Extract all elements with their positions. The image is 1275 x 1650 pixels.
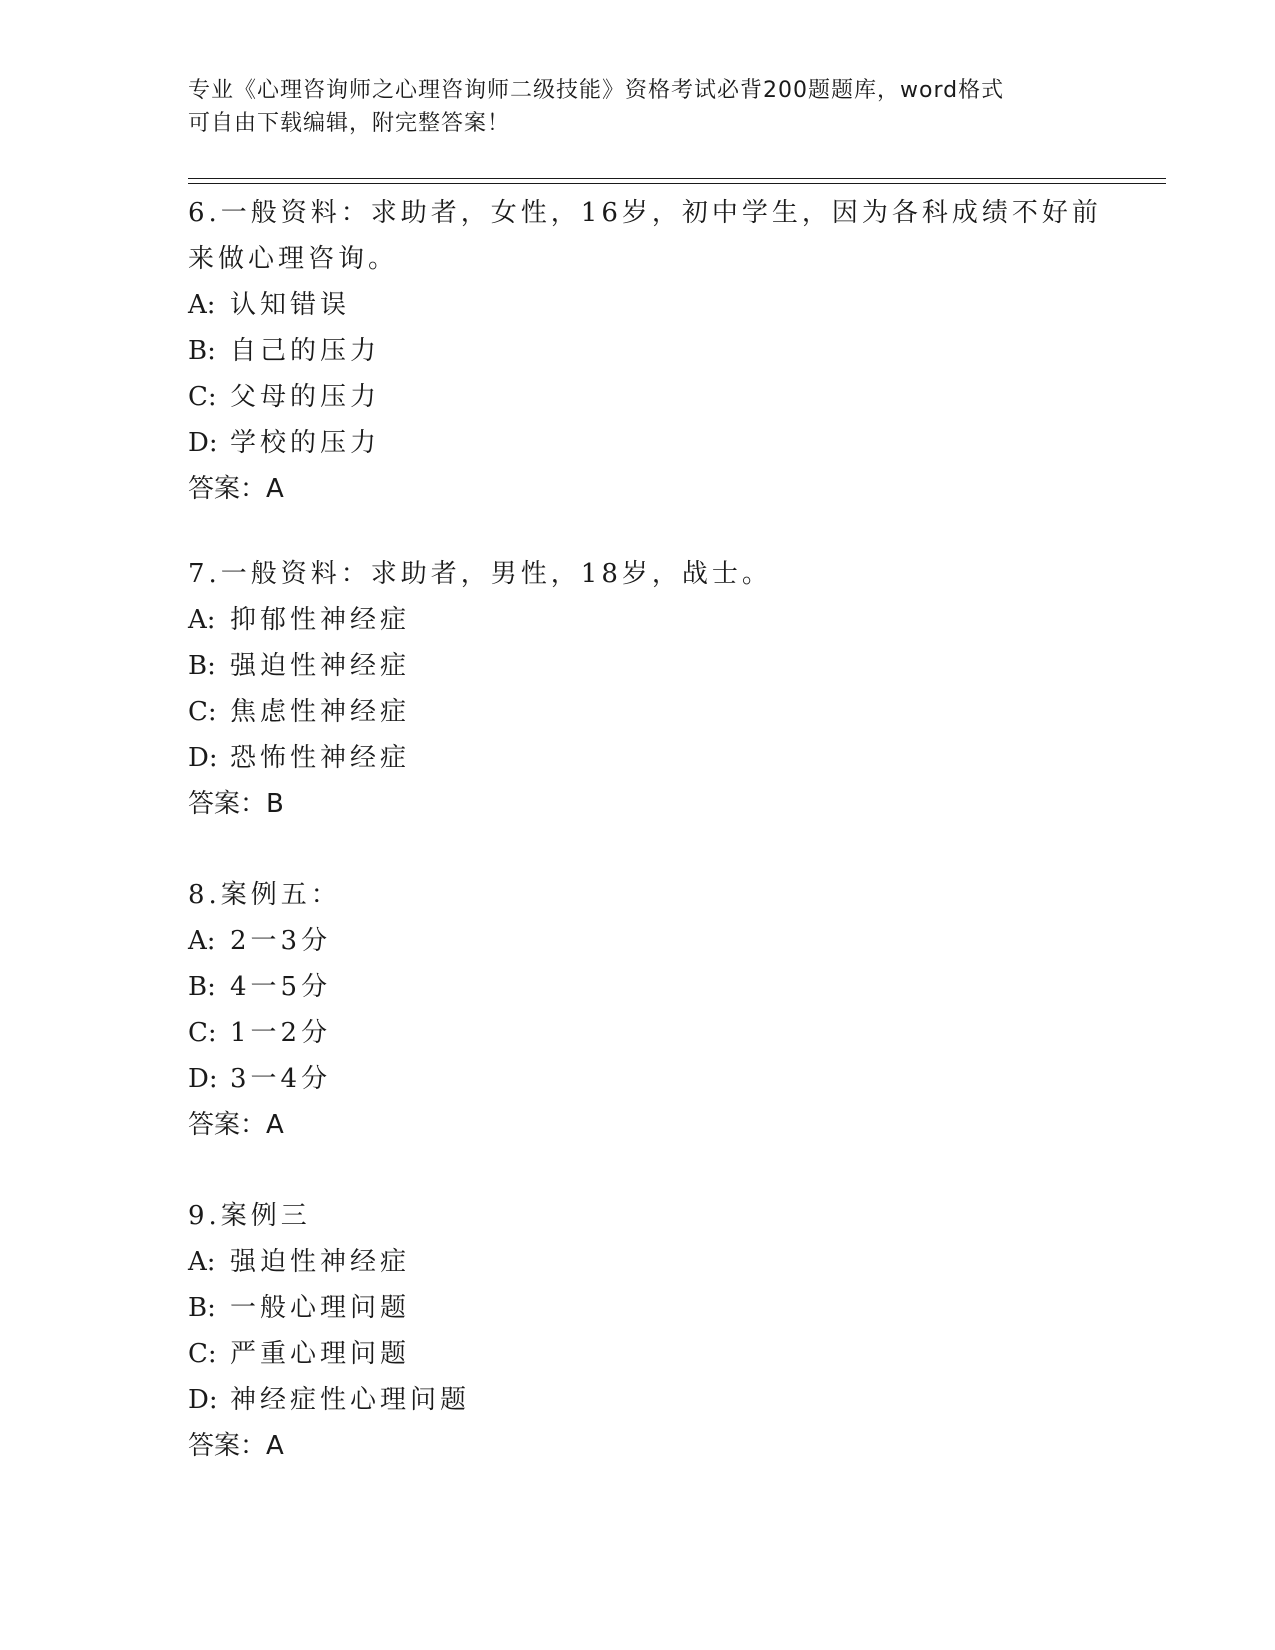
option-text: 认知错误 — [230, 290, 351, 320]
header-divider — [188, 183, 1166, 184]
option-d — [188, 735, 1088, 781]
option-text: 强迫性神经症 — [230, 651, 411, 681]
answer-line: 答案：A — [188, 474, 284, 504]
option-key: D: — [188, 428, 218, 458]
option-key: C: — [188, 1339, 217, 1369]
option-text: 2一3分 — [230, 926, 332, 956]
option-c — [188, 374, 1088, 420]
option-text: 恐怖性神经症 — [230, 743, 411, 773]
option-text: 1一2分 — [230, 1018, 332, 1048]
option-text: 父母的压力 — [230, 382, 381, 412]
option-b — [188, 964, 1088, 1010]
question-8 — [188, 872, 1088, 1148]
header-divider — [188, 178, 1166, 179]
option-b — [188, 328, 1088, 374]
question-stem: 来做心理咨询。 — [188, 244, 399, 274]
option-a — [188, 1239, 1088, 1285]
answer-line: 答案：B — [188, 789, 284, 819]
option-key: D: — [188, 1385, 218, 1415]
option-text: 一般心理问题 — [230, 1293, 411, 1323]
answer-line: 答案：A — [188, 1431, 284, 1461]
option-text: 4一5分 — [230, 972, 332, 1002]
question-stem: 6.一般资料：求助者，女性，16岁，初中学生，因为各科成绩不好前 — [188, 198, 1102, 228]
option-key: C: — [188, 382, 217, 412]
question-6 — [188, 190, 1102, 512]
question-stem: 7.一般资料：求助者，男性，18岁，战士。 — [188, 559, 772, 589]
option-text: 焦虑性神经症 — [230, 697, 411, 727]
option-d — [188, 1377, 1088, 1423]
option-d — [188, 420, 1088, 466]
option-key: A: — [188, 1247, 216, 1277]
option-text: 强迫性神经症 — [230, 1247, 411, 1277]
option-key: B: — [188, 651, 216, 681]
option-key: D: — [188, 743, 218, 773]
question-stem: 9.案例三 — [188, 1201, 311, 1231]
option-text: 自己的压力 — [230, 336, 381, 366]
option-a — [188, 918, 1088, 964]
option-text: 神经症性心理问题 — [230, 1385, 471, 1415]
option-key: B: — [188, 972, 216, 1002]
option-b — [188, 643, 1088, 689]
option-text: 学校的压力 — [230, 428, 381, 458]
option-key: C: — [188, 697, 217, 727]
option-c — [188, 689, 1088, 735]
option-key: D: — [188, 1064, 218, 1094]
option-key: A: — [188, 605, 216, 635]
option-c — [188, 1010, 1088, 1056]
option-key: B: — [188, 336, 216, 366]
option-a — [188, 597, 1088, 643]
question-stem: 8.案例五： — [188, 880, 341, 910]
option-key: A: — [188, 290, 216, 320]
option-d — [188, 1056, 1088, 1102]
option-c — [188, 1331, 1088, 1377]
option-text: 严重心理问题 — [230, 1339, 411, 1369]
option-text: 3一4分 — [230, 1064, 332, 1094]
question-7 — [188, 551, 1088, 827]
option-text: 抑郁性神经症 — [230, 605, 411, 635]
answer-line: 答案：A — [188, 1110, 284, 1140]
header-line: 可自由下载编辑，附完整答案！ — [188, 111, 511, 136]
option-key: A: — [188, 926, 216, 956]
option-key: B: — [188, 1293, 216, 1323]
question-9 — [188, 1193, 1088, 1469]
document-header — [188, 74, 1068, 140]
option-a — [188, 282, 1088, 328]
option-b — [188, 1285, 1088, 1331]
header-line: 专业《心理咨询师之心理咨询师二级技能》资格考试必背200题题库，word格式 — [188, 78, 1005, 103]
option-key: C: — [188, 1018, 217, 1048]
